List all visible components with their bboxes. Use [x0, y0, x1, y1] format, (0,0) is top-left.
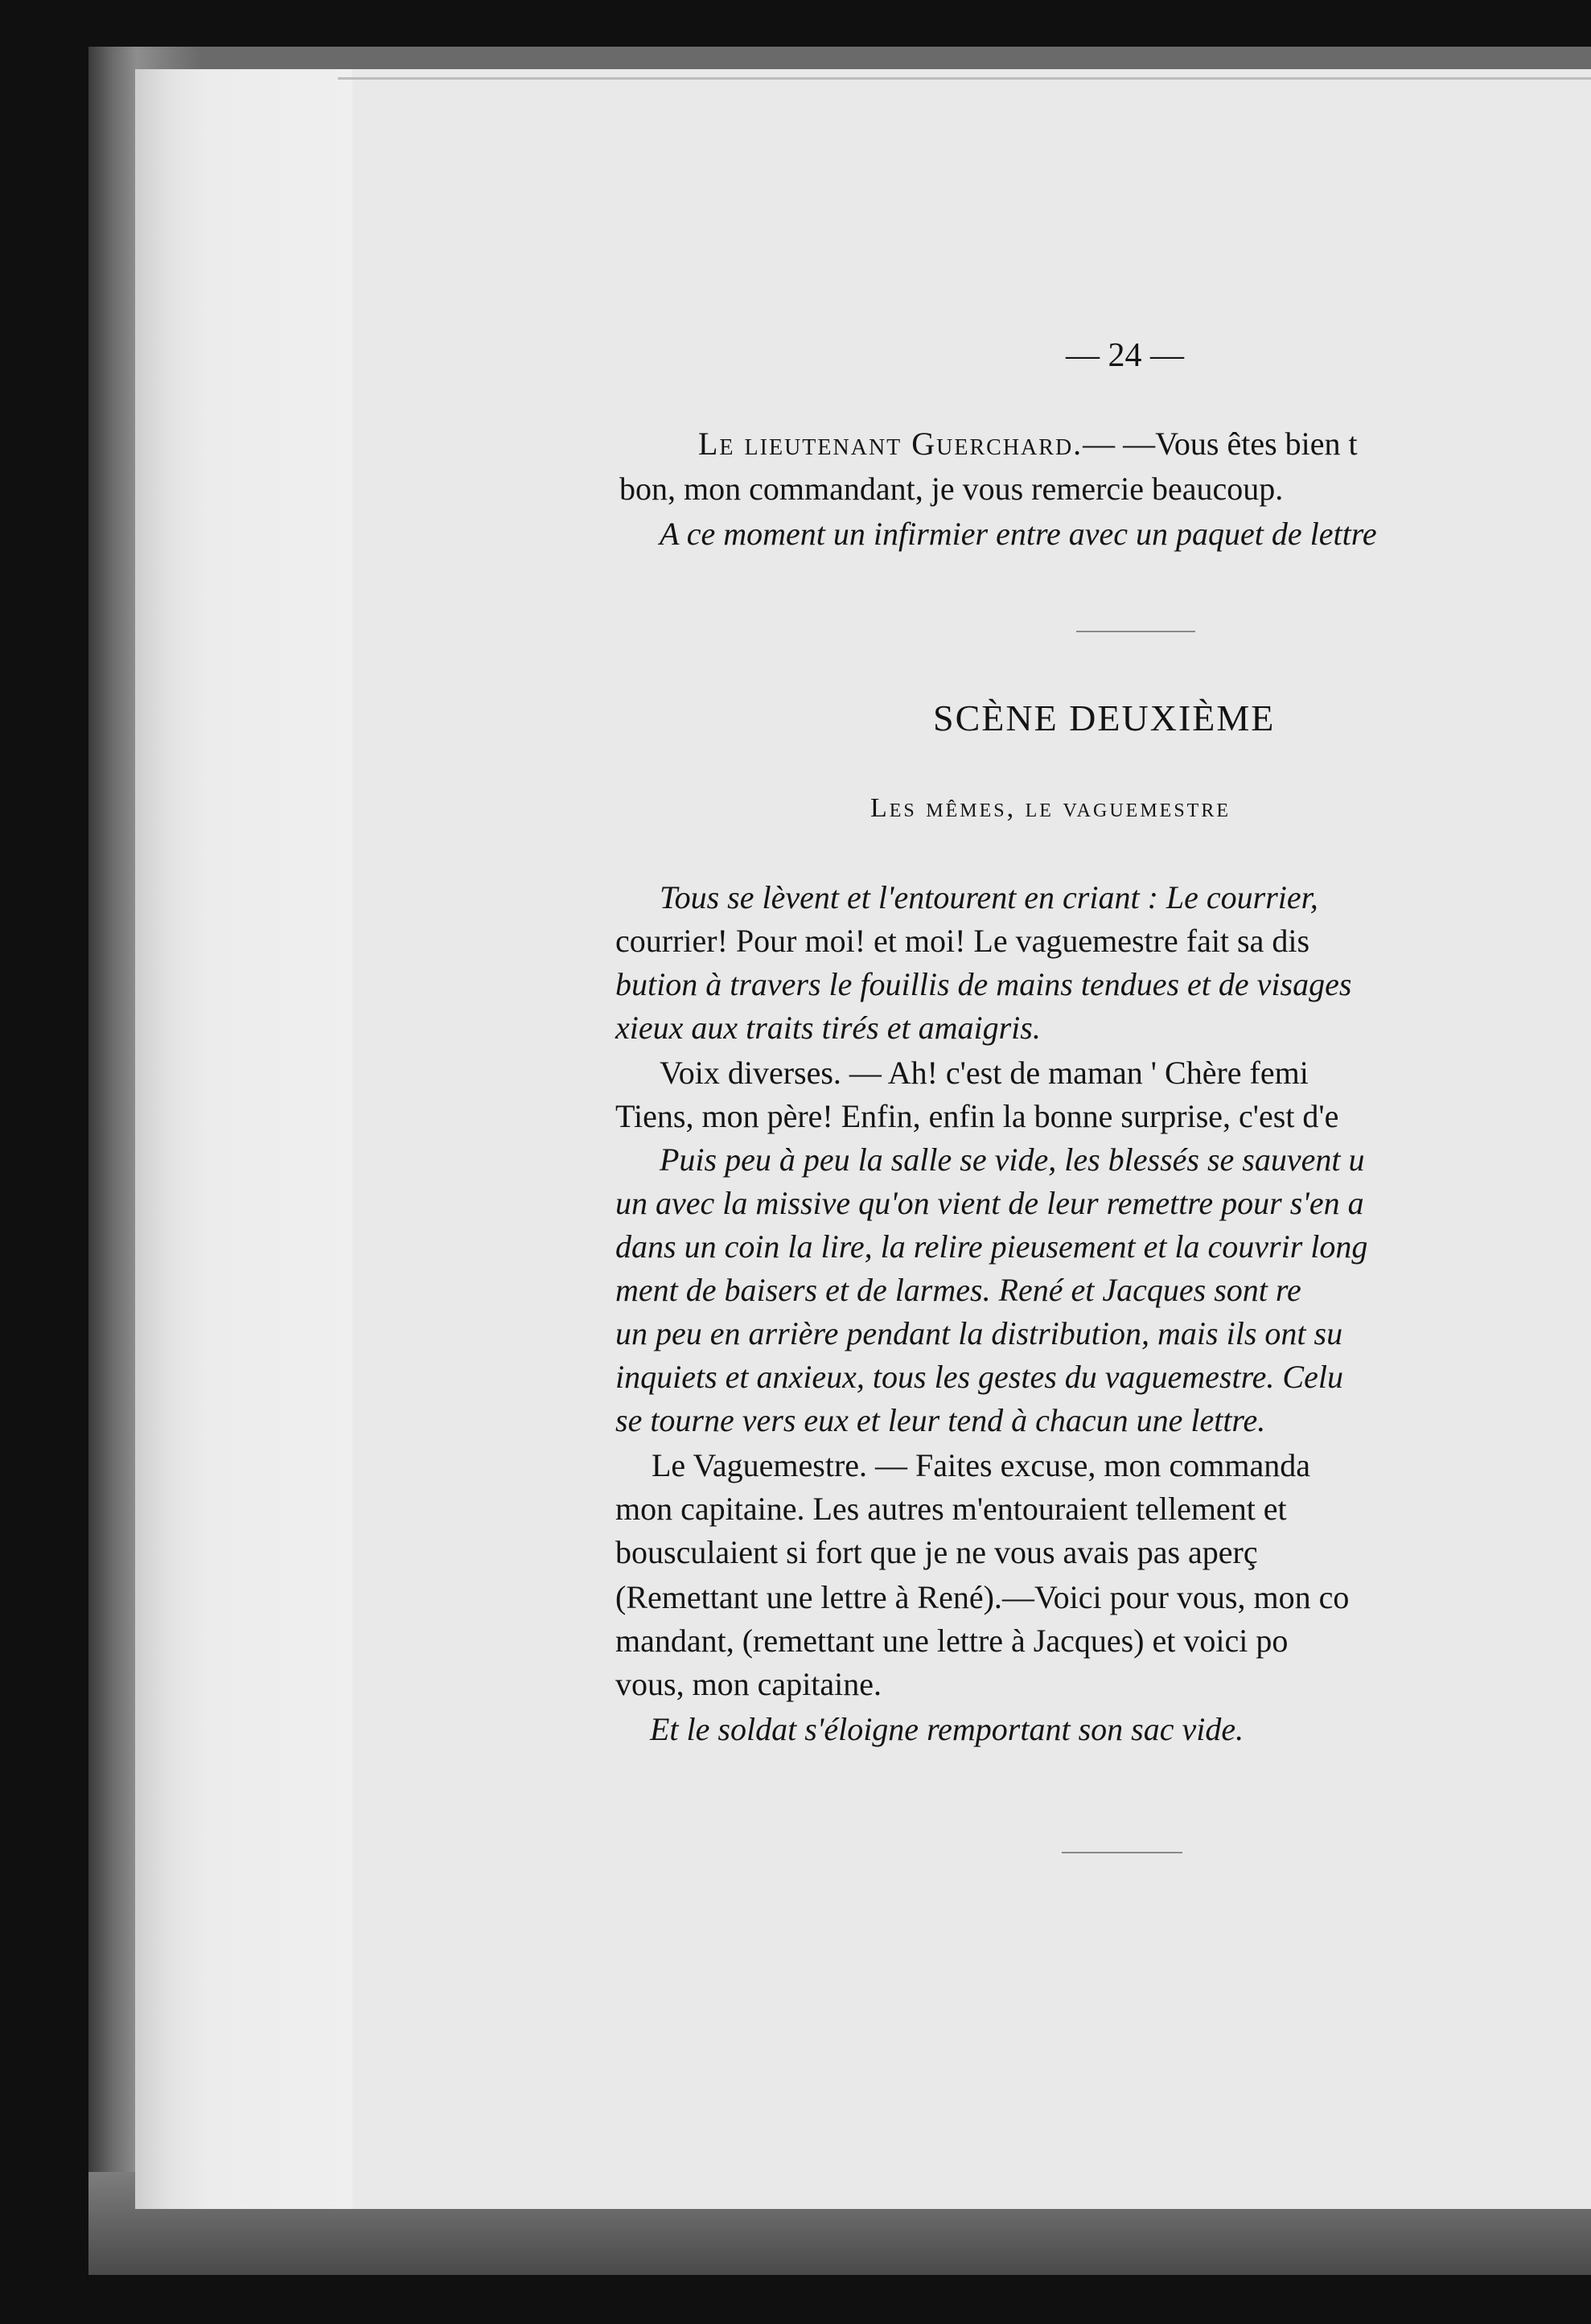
text-line: se tourne vers eux et leur tend à chacun une lettre.	[615, 1402, 1266, 1438]
text-line: mon capitaine. Les autres m'entouraient tellement et	[615, 1491, 1287, 1527]
text-line: bon, mon commandant, je vous remercie beaucoup.	[619, 471, 1284, 507]
scene-subtitle: Les mêmes, le vaguemestre	[870, 793, 1231, 823]
text-line: Et le soldat s'éloigne remportant son sac vide.	[650, 1711, 1244, 1747]
text-line: bousculaient si fort que je ne vous avais pas aperç	[615, 1534, 1258, 1570]
text-line: vous, mon capitaine.	[615, 1666, 882, 1702]
text-line: ment de baisers et de larmes. René et Jacques sont re	[615, 1272, 1301, 1308]
text-line: courrier! Pour moi! et moi! Le vaguemestre fait sa dis	[615, 923, 1310, 959]
page-top-edge	[338, 77, 1591, 80]
speaker-name: Le lieutenant Guerchard.	[698, 426, 1083, 462]
text-line: (Remettant une lettre à René).—Voici pour vous, mon co	[615, 1579, 1350, 1615]
book-page	[135, 69, 1591, 2209]
text-line: un peu en arrière pendant la distribution, mais ils ont su	[615, 1315, 1343, 1351]
text-line: Tous se lèvent et l'entourent en criant : Le courrier,	[660, 879, 1318, 915]
stage-direction: A ce moment un infirmier entre avec un paquet de lettre	[660, 516, 1377, 552]
scene-title: SCÈNE DEUXIÈME	[933, 697, 1276, 738]
text-line: mandant, (remettant une lettre à Jacques) et voici po	[615, 1623, 1289, 1659]
text-line: un avec la missive qu'on vient de leur remettre pour s'en a	[615, 1185, 1364, 1221]
page-number: — 24 —	[1066, 337, 1184, 374]
text-line: Le Vaguemestre. — Faites excuse, mon commanda	[652, 1447, 1311, 1483]
text-line: bution à travers le fouillis de mains tendues et de visages	[615, 966, 1352, 1002]
text-line: dans un coin la lire, la relire pieusement et la couvrir long	[615, 1228, 1368, 1265]
text-line: xieux aux traits tirés et amaigris.	[615, 1010, 1041, 1046]
text-line: Voix diverses. — Ah! c'est de maman ' Chère femi	[660, 1055, 1309, 1091]
page-gutter	[135, 69, 352, 2209]
text-line: Tiens, mon père! Enfin, enfin la bonne surprise, c'est d'e	[615, 1098, 1339, 1134]
text-line: Puis peu à peu la salle se vide, les blessés se sauvent u	[660, 1141, 1365, 1178]
text-line: inquiets et anxieux, tous les gestes du vaguemestre. Celu	[615, 1359, 1343, 1395]
speaker-line	[698, 425, 1358, 463]
divider	[1076, 631, 1195, 632]
divider	[1062, 1852, 1182, 1853]
speech-text: — —Vous êtes bien t	[1083, 426, 1358, 462]
